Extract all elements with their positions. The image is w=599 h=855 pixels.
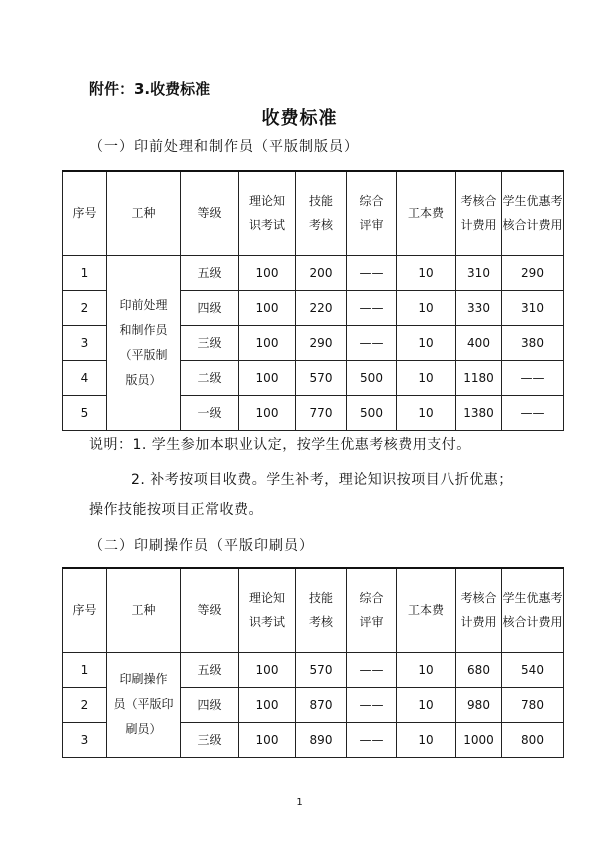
total-cell: 330 xyxy=(456,290,502,325)
level-cell: 三级 xyxy=(181,722,239,757)
level-cell: 一级 xyxy=(181,395,239,430)
row-number-cell: 2 xyxy=(63,290,107,325)
level-cell: 二级 xyxy=(181,360,239,395)
row-number-cell: 2 xyxy=(63,687,107,722)
row-number-cell: 1 xyxy=(63,652,107,687)
column-header: 序号 xyxy=(63,568,107,652)
student-cell: 290 xyxy=(502,255,564,290)
review-cell: —— xyxy=(347,255,397,290)
fee-table-1 xyxy=(62,170,564,431)
row-number-cell: 4 xyxy=(63,360,107,395)
cost-cell: 10 xyxy=(397,395,456,430)
row-number-cell: 5 xyxy=(63,395,107,430)
column-header: 工种 xyxy=(107,171,181,255)
section2-title: （二）印刷操作员（平版印刷员） xyxy=(89,538,314,554)
student-cell: —— xyxy=(502,395,564,430)
cost-cell: 10 xyxy=(397,687,456,722)
cost-cell: 10 xyxy=(397,722,456,757)
page-number: 1 xyxy=(296,797,303,808)
level-cell: 五级 xyxy=(181,255,239,290)
total-cell: 1380 xyxy=(456,395,502,430)
column-header: 工本费 xyxy=(397,171,456,255)
cost-cell: 10 xyxy=(397,290,456,325)
column-header: 序号 xyxy=(63,171,107,255)
review-cell: —— xyxy=(347,290,397,325)
student-cell: 310 xyxy=(502,290,564,325)
review-cell: 500 xyxy=(347,360,397,395)
note-line-3: 操作技能按项目正常收费。 xyxy=(89,502,263,518)
row-number-cell: 3 xyxy=(63,325,107,360)
student-cell: 800 xyxy=(502,722,564,757)
note-line-1: 说明：1. 学生参加本职业认定，按学生优惠考核费用支付。 xyxy=(89,437,471,453)
total-cell: 1180 xyxy=(456,360,502,395)
review-cell: —— xyxy=(347,325,397,360)
job-type-cell: 印刷操作 员（平版印 刷员） xyxy=(107,652,181,757)
column-header: 学生优惠考 核合计费用 xyxy=(502,568,564,652)
skill-cell: 570 xyxy=(296,652,347,687)
column-header: 理论知 识考试 xyxy=(239,171,296,255)
theory-cell: 100 xyxy=(239,652,296,687)
theory-cell: 100 xyxy=(239,290,296,325)
total-cell: 1000 xyxy=(456,722,502,757)
level-cell: 四级 xyxy=(181,290,239,325)
note-line-2: 2. 补考按项目收费。学生补考，理论知识按项目八折优惠； xyxy=(131,472,513,488)
student-cell: 540 xyxy=(502,652,564,687)
cost-cell: 10 xyxy=(397,325,456,360)
table-row xyxy=(63,255,564,290)
theory-cell: 100 xyxy=(239,255,296,290)
column-header: 考核合 计费用 xyxy=(456,568,502,652)
theory-cell: 100 xyxy=(239,360,296,395)
student-cell: 780 xyxy=(502,687,564,722)
fee-table-2 xyxy=(62,567,564,758)
student-cell: 380 xyxy=(502,325,564,360)
level-cell: 五级 xyxy=(181,652,239,687)
column-header: 综合 评审 xyxy=(347,171,397,255)
column-header: 学生优惠考 核合计费用 xyxy=(502,171,564,255)
table-header-row xyxy=(63,171,564,255)
total-cell: 680 xyxy=(456,652,502,687)
skill-cell: 290 xyxy=(296,325,347,360)
page-title: 收费标准 xyxy=(261,108,338,129)
column-header: 技能 考核 xyxy=(296,568,347,652)
skill-cell: 890 xyxy=(296,722,347,757)
total-cell: 310 xyxy=(456,255,502,290)
review-cell: —— xyxy=(347,722,397,757)
review-cell: 500 xyxy=(347,395,397,430)
column-header: 等级 xyxy=(181,568,239,652)
theory-cell: 100 xyxy=(239,395,296,430)
row-number-cell: 1 xyxy=(63,255,107,290)
column-header: 工本费 xyxy=(397,568,456,652)
level-cell: 四级 xyxy=(181,687,239,722)
skill-cell: 770 xyxy=(296,395,347,430)
theory-cell: 100 xyxy=(239,722,296,757)
review-cell: —— xyxy=(347,687,397,722)
section1-title: （一）印前处理和制作员（平版制版员） xyxy=(89,139,359,155)
review-cell: —— xyxy=(347,652,397,687)
total-cell: 400 xyxy=(456,325,502,360)
column-header: 综合 评审 xyxy=(347,568,397,652)
column-header: 工种 xyxy=(107,568,181,652)
column-header: 等级 xyxy=(181,171,239,255)
theory-cell: 100 xyxy=(239,325,296,360)
table-header-row xyxy=(63,568,564,652)
skill-cell: 200 xyxy=(296,255,347,290)
level-cell: 三级 xyxy=(181,325,239,360)
theory-cell: 100 xyxy=(239,687,296,722)
cost-cell: 10 xyxy=(397,652,456,687)
skill-cell: 220 xyxy=(296,290,347,325)
column-header: 理论知 识考试 xyxy=(239,568,296,652)
total-cell: 980 xyxy=(456,687,502,722)
student-cell: —— xyxy=(502,360,564,395)
cost-cell: 10 xyxy=(397,255,456,290)
attachment-label: 附件：3.收费标准 xyxy=(89,80,211,98)
skill-cell: 570 xyxy=(296,360,347,395)
skill-cell: 870 xyxy=(296,687,347,722)
column-header: 考核合 计费用 xyxy=(456,171,502,255)
column-header: 技能 考核 xyxy=(296,171,347,255)
row-number-cell: 3 xyxy=(63,722,107,757)
job-type-cell: 印前处理 和制作员 （平版制 版员） xyxy=(107,255,181,430)
cost-cell: 10 xyxy=(397,360,456,395)
table-row xyxy=(63,652,564,687)
